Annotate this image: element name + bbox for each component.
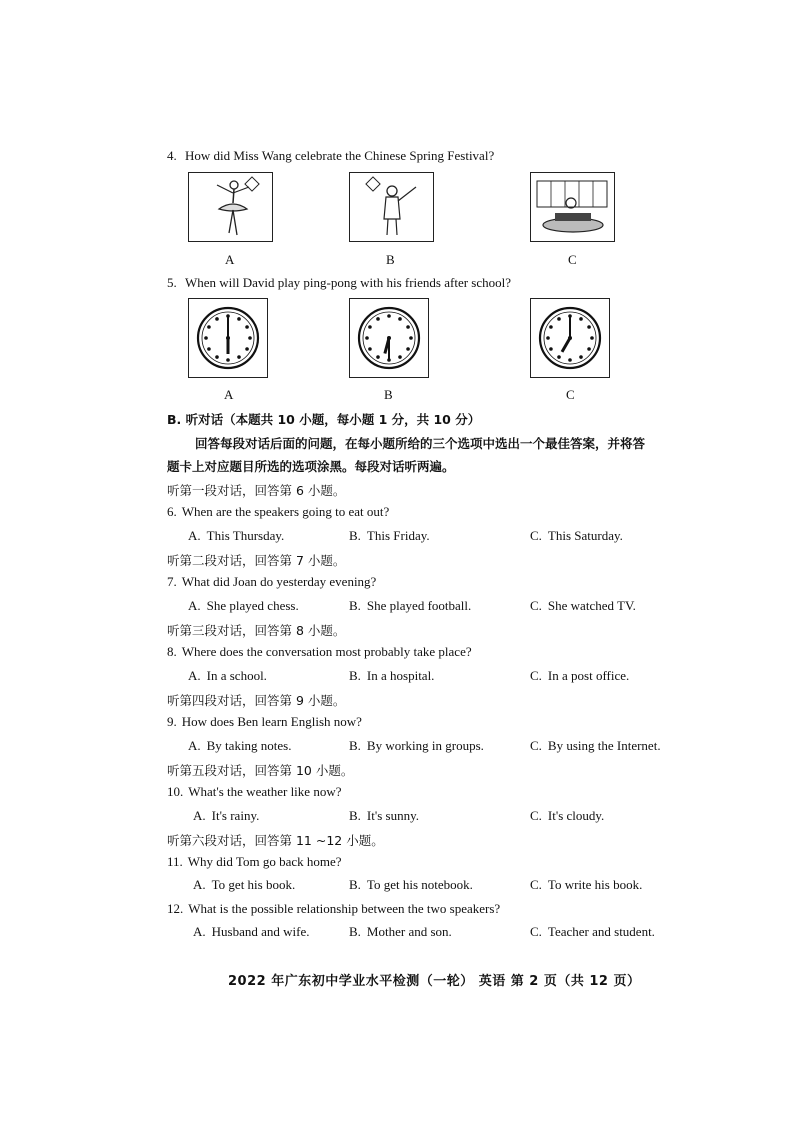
question-text: What is the possible relationship between the two speakers? <box>188 901 501 916</box>
picture-option-a-ballet-dancer-icon <box>188 172 273 242</box>
clock-tick <box>557 355 561 359</box>
option-letter: A. <box>188 528 201 543</box>
question-9 <box>167 714 362 730</box>
option-text: By working in groups. <box>366 738 484 753</box>
answer-option-b <box>349 598 471 614</box>
option-text: By taking notes. <box>206 738 292 753</box>
question-text: How did Miss Wang celebrate the Chinese Spring Festival? <box>185 148 495 163</box>
clock-tick <box>365 336 369 340</box>
clock-center <box>387 336 391 340</box>
answer-option-b <box>349 924 452 940</box>
answer-option-c <box>530 877 642 893</box>
clock-tick <box>587 347 591 351</box>
answer-option-a <box>193 877 295 893</box>
answer-option-b <box>349 877 473 893</box>
dialogue-intro: 听第一段对话，回答第 6 小题。 <box>167 483 346 498</box>
dialogue-intro: 听第三段对话，回答第 8 小题。 <box>167 623 346 638</box>
question-text: Where does the conversation most probably take place? <box>181 644 472 659</box>
section-b-instruction: 回答每段对话后面的问题，在每小题所给的三个选项中选出一个最佳答案，并将答 <box>195 436 646 451</box>
clock-center <box>568 336 572 340</box>
option-letter: C. <box>530 924 542 939</box>
clock-tick <box>579 317 583 321</box>
option-letter: C. <box>530 738 542 753</box>
dialogue-intro: 听第六段对话，回答第 11 ~12 小题。 <box>167 833 384 848</box>
dialogue-intro: 听第二段对话，回答第 7 小题。 <box>167 553 346 568</box>
option-text: To get his notebook. <box>366 877 473 892</box>
answer-option-a <box>193 808 259 824</box>
option-letter: C. <box>530 668 542 683</box>
question-10 <box>167 784 341 800</box>
question-text: What's the weather like now? <box>188 784 342 799</box>
option-text: It's cloudy. <box>547 808 605 823</box>
answer-option-a <box>193 924 309 940</box>
option-label: A <box>225 252 235 267</box>
option-letter: B. <box>349 528 361 543</box>
clock-tick <box>398 355 402 359</box>
clock-tick <box>368 347 372 351</box>
hour-hand <box>562 338 570 352</box>
clock-tick <box>549 347 553 351</box>
option-letter: A. <box>193 877 206 892</box>
answer-option-b <box>349 738 484 754</box>
question-number: 11. <box>167 854 183 869</box>
clock-option-c-clock-icon <box>530 298 610 378</box>
question-text: Why did Tom go back home? <box>187 854 342 869</box>
answer-option-b <box>349 668 434 684</box>
option-text: She played football. <box>366 598 472 613</box>
option-letter: B. <box>349 668 361 683</box>
question-text: When are the speakers going to eat out? <box>181 504 390 519</box>
clock-tick <box>376 317 380 321</box>
question-number: 5. <box>167 275 177 290</box>
clock-tick <box>207 325 211 329</box>
option-text: By using the Internet. <box>547 738 661 753</box>
option-letter: C. <box>530 598 542 613</box>
option-label: C <box>566 387 575 402</box>
question-5 <box>167 275 511 291</box>
option-letter: A. <box>188 668 201 683</box>
option-text: It's sunny. <box>366 808 419 823</box>
clock-tick <box>557 317 561 321</box>
section-b-heading: B. 听对话（本题共 10 小题，每小题 1 分，共 10 分） <box>167 412 481 427</box>
question-12 <box>167 901 500 917</box>
question-4 <box>167 148 494 164</box>
option-letter: B. <box>349 877 361 892</box>
option-text: In a post office. <box>547 668 630 683</box>
answer-option-c <box>530 528 623 544</box>
question-number: 7. <box>167 574 177 589</box>
option-letter: A. <box>188 738 201 753</box>
question-text: When will David play ping-pong with his friends after school? <box>185 275 512 290</box>
answer-option-c <box>530 738 661 754</box>
answer-option-a <box>188 528 284 544</box>
option-text: She played chess. <box>206 598 299 613</box>
option-text: Teacher and student. <box>547 924 655 939</box>
question-8 <box>167 644 472 660</box>
clock-tick <box>237 355 241 359</box>
dialogue-intro: 听第四段对话，回答第 9 小题。 <box>167 693 346 708</box>
question-number: 10. <box>167 784 184 799</box>
option-text: This Saturday. <box>547 528 623 543</box>
answer-option-a <box>188 738 292 754</box>
answer-option-b <box>349 808 419 824</box>
answer-option-c <box>530 598 636 614</box>
clock-tick <box>204 336 208 340</box>
option-text: It's rainy. <box>211 808 260 823</box>
option-text: Mother and son. <box>366 924 452 939</box>
clock-option-b-clock-icon <box>349 298 429 378</box>
dialogue-intro: 听第五段对话，回答第 10 小题。 <box>167 763 354 778</box>
clock-tick <box>579 355 583 359</box>
clock-tick <box>215 317 219 321</box>
question-7 <box>167 574 376 590</box>
option-label: A <box>224 387 234 402</box>
option-text: This Thursday. <box>206 528 285 543</box>
option-letter: A. <box>193 924 206 939</box>
option-label: B <box>384 387 393 402</box>
option-letter: C. <box>530 877 542 892</box>
clock-tick <box>245 347 249 351</box>
option-text: To write his book. <box>547 877 643 892</box>
question-text: How does Ben learn English now? <box>181 714 362 729</box>
section-b-instruction: 题卡上对应题目所选的选项涂黑。每段对话听两遍。 <box>167 459 455 474</box>
clock-tick <box>406 347 410 351</box>
option-text: In a hospital. <box>366 668 435 683</box>
clock-tick <box>406 325 410 329</box>
clock-tick <box>226 358 230 362</box>
option-letter: B. <box>349 924 361 939</box>
clock-tick <box>590 336 594 340</box>
answer-option-c <box>530 924 655 940</box>
picture-option-b-woman-holding-decoration-icon <box>349 172 434 242</box>
clock-tick <box>215 355 219 359</box>
clock-tick <box>376 355 380 359</box>
answer-option-c <box>530 808 604 824</box>
question-number: 4. <box>167 148 177 163</box>
option-letter: C. <box>530 528 542 543</box>
option-text: She watched TV. <box>547 598 636 613</box>
option-label: B <box>386 252 395 267</box>
clock-tick <box>546 336 550 340</box>
question-text: What did Joan do yesterday evening? <box>181 574 377 589</box>
clock-center <box>226 336 230 340</box>
clock-tick <box>207 347 211 351</box>
clock-tick <box>245 325 249 329</box>
option-letter: A. <box>188 598 201 613</box>
clock-tick <box>387 314 391 318</box>
option-text: In a school. <box>206 668 267 683</box>
option-text: This Friday. <box>366 528 430 543</box>
option-letter: B. <box>349 598 361 613</box>
question-number: 12. <box>167 901 184 916</box>
clock-tick <box>549 325 553 329</box>
answer-option-c <box>530 668 629 684</box>
question-number: 6. <box>167 504 177 519</box>
answer-option-b <box>349 528 430 544</box>
page-footer: 2022 年广东初中学业水平检测（一轮） 英语 第 2 页（共 12 页） <box>228 974 641 989</box>
clock-tick <box>237 317 241 321</box>
answer-option-a <box>188 668 267 684</box>
clock-tick <box>368 325 372 329</box>
question-number: 9. <box>167 714 177 729</box>
option-letter: A. <box>193 808 206 823</box>
option-text: Husband and wife. <box>211 924 310 939</box>
clock-tick <box>568 358 572 362</box>
question-11 <box>167 854 342 870</box>
option-text: To get his book. <box>211 877 296 892</box>
clock-tick <box>587 325 591 329</box>
question-number: 8. <box>167 644 177 659</box>
picture-option-c-family-dinner-icon <box>530 172 615 242</box>
clock-tick <box>248 336 252 340</box>
clock-option-a-clock-icon <box>188 298 268 378</box>
option-label: C <box>568 252 577 267</box>
option-letter: C. <box>530 808 542 823</box>
answer-option-a <box>188 598 299 614</box>
option-letter: B. <box>349 808 361 823</box>
clock-tick <box>409 336 413 340</box>
option-letter: B. <box>349 738 361 753</box>
clock-tick <box>398 317 402 321</box>
question-6 <box>167 504 389 520</box>
